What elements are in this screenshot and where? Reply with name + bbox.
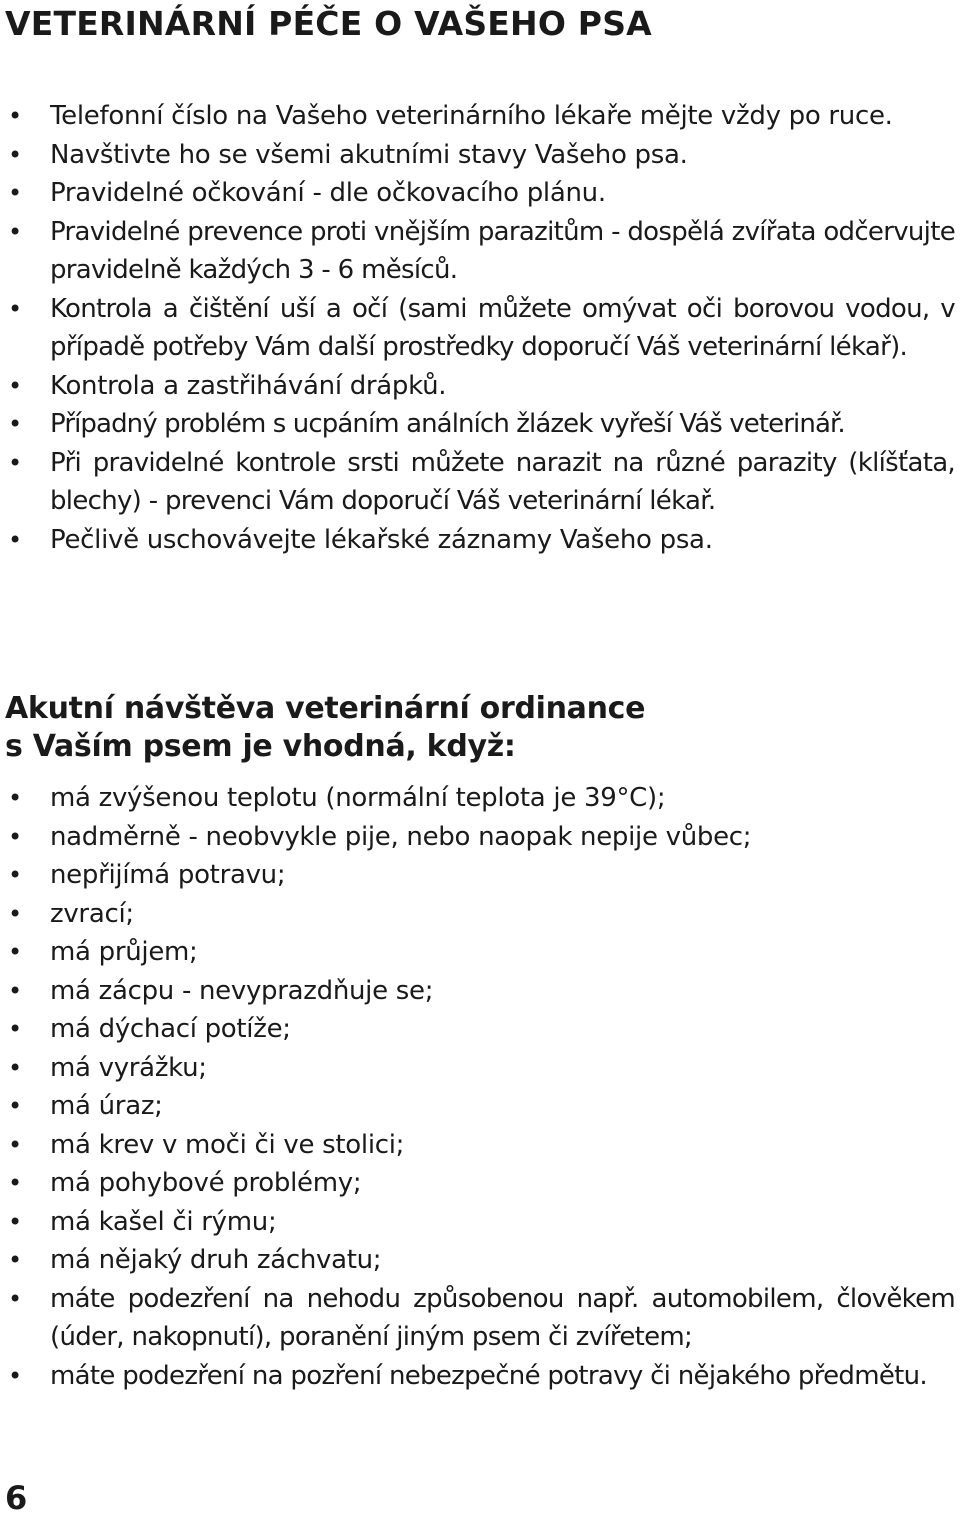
bullet-icon: • [8,1207,22,1236]
list-item [0,174,955,213]
list-item-text: nadměrně - neobvykle pije, nebo naopak nepije vůbec; [50,821,752,852]
bullet-icon: • [8,217,22,246]
bullet-icon: • [8,938,22,966]
list-item-text: máte podezření na pozření nebezpečné potravy či nějakého předmětu. [50,1360,927,1391]
bullet-icon: • [8,410,22,438]
list-item-text: nepřijímá potravu; [50,860,286,890]
acute-visit-heading-line2: s Vaším psem je vhodná, když: [5,729,516,764]
list-item-text: Telefonní číslo na Vašeho veterinárního lékaře mějte vždy po ruce. [50,101,893,131]
list-item-text: Kontrola a čištění uší a očí (sami můžete omývat oči borovou vodou, v případě potřeby Vám další prostředky doporučí Váš veterinární lékař). [50,293,955,362]
list-item [0,444,955,521]
list-item [0,1357,955,1396]
bullet-icon: • [8,102,22,130]
list-item-text: Navštivte ho se všemi akutními stavy Vašeho psa. [50,139,688,170]
list-item [0,1241,955,1280]
list-item [0,1126,955,1165]
list-item-text: Kontrola a zastřihávání drápků. [50,370,447,401]
care-list [0,97,955,559]
bullet-icon: • [8,140,22,169]
list-item [0,1280,955,1357]
bullet-icon: • [8,1169,22,1197]
list-item-text: má zácpu - nevyprazdňuje se; [50,975,434,1006]
bullet-icon: • [8,1284,22,1313]
list-item-text: máte podezření na nehodu způsobenou např. automobilem, člověkem (úder, nakopnutí), poranění jiným psem či zvířetem; [50,1283,955,1352]
bullet-icon: • [8,1130,22,1159]
bullet-icon: • [8,976,22,1005]
bullet-icon: • [8,179,22,207]
list-item-text: Pečlivě uschovávejte lékařské záznamy Vašeho psa. [50,524,713,555]
bullet-icon: • [8,899,22,928]
list-item [0,367,955,406]
list-item [0,1087,955,1126]
bullet-icon: • [8,371,22,400]
list-item [0,97,955,136]
bullet-icon: • [8,1246,22,1274]
page-title: VETERINÁRNÍ PÉČE O VAŠEHO PSA [5,4,652,43]
list-item [0,290,955,367]
list-item [0,933,955,972]
list-item [0,136,955,175]
bullet-icon: • [8,1092,22,1120]
acute-symptoms-list [0,779,955,1395]
bullet-icon: • [8,822,22,851]
list-item [0,972,955,1011]
list-item [0,779,955,818]
list-item-text: má úraz; [50,1091,163,1121]
list-item [0,895,955,934]
bullet-icon: • [8,861,22,889]
bullet-icon: • [8,448,22,477]
list-item [0,1164,955,1203]
bullet-icon: • [8,525,22,554]
list-item [0,1049,955,1088]
list-item-text: Při pravidelné kontrole srsti můžete narazit na různé parazity (klíšťata, blechy) - prevenci Vám doporučí Váš veterinární lékař. [50,447,955,516]
list-item-text: má zvýšenou teplotu (normální teplota je 39°C); [50,783,666,813]
bullet-icon: • [8,1015,22,1043]
list-item-text: má dýchací potíže; [50,1014,291,1044]
list-item [0,856,955,895]
bullet-icon: • [8,1361,22,1390]
page-number: 6 [5,1479,28,1517]
list-item [0,405,955,444]
bullet-icon: • [8,1053,22,1082]
bullet-icon: • [8,294,22,323]
list-item-text: má průjem; [50,937,198,967]
list-item-text: zvrací; [50,898,134,929]
list-item [0,521,955,560]
list-item-text: má nějaký druh záchvatu; [50,1245,382,1275]
list-item [0,1010,955,1049]
list-item-text: má vyrážku; [50,1052,207,1083]
list-item-text: má krev v moči či ve stolici; [50,1129,405,1160]
list-item [0,213,955,290]
list-item-text: Případný problém s ucpáním análních žlázek vyřeší Váš veterinář. [50,409,845,439]
list-item-text: má kašel či rýmu; [50,1206,277,1237]
list-item-text: má pohybové problémy; [50,1168,362,1198]
list-item-text: Pravidelné prevence proti vnějším parazitům - dospělá zvířata odčervujte pravidelně každých 3 - 6 měsíců. [50,216,955,285]
list-item-text: Pravidelné očkování - dle očkovacího plánu. [50,178,606,208]
acute-visit-heading [5,690,645,766]
bullet-icon: • [8,784,22,812]
list-item [0,1203,955,1242]
acute-visit-heading-line1: Akutní návštěva veterinární ordinance [5,691,646,726]
list-item [0,818,955,857]
